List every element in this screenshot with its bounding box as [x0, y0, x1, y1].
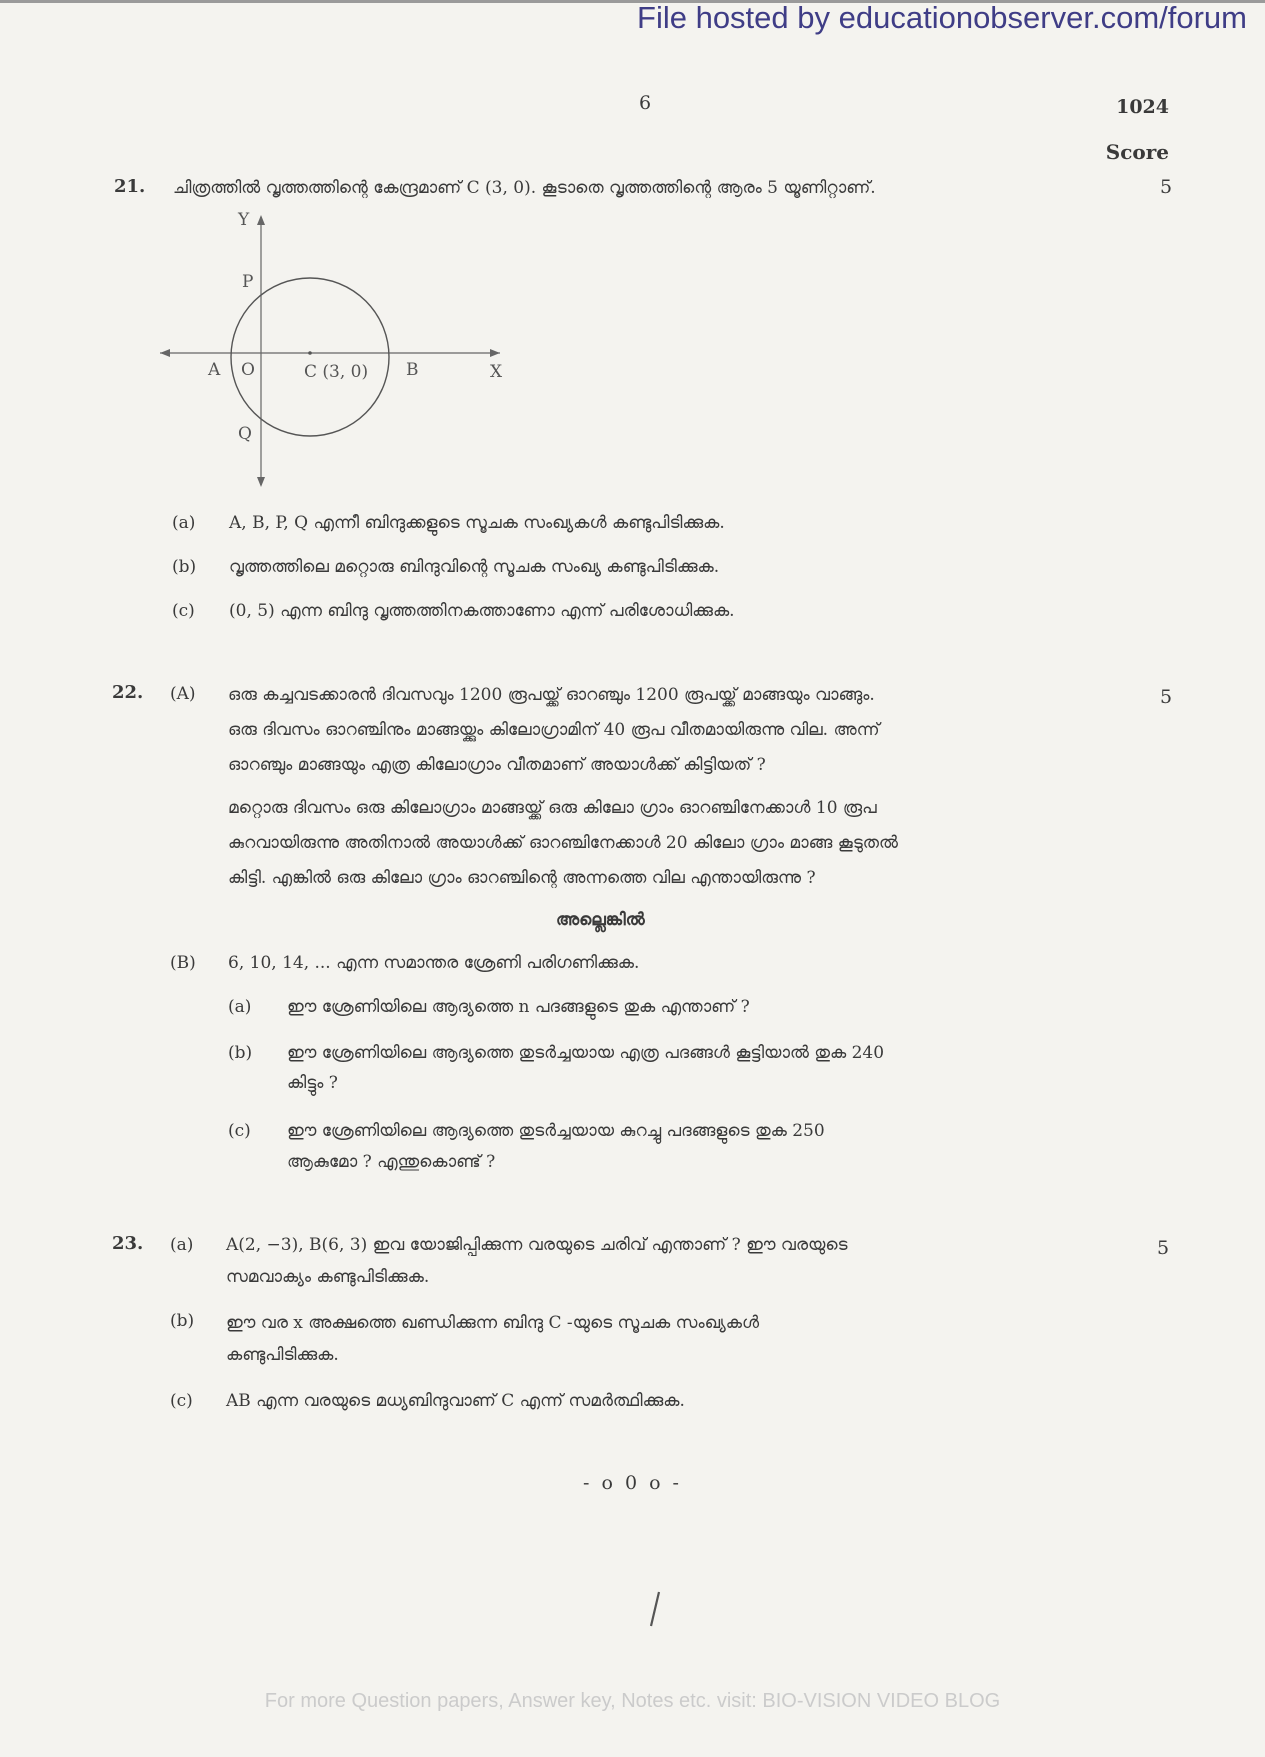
question-23-number: 23. — [112, 1233, 144, 1254]
question-21-text: ചിത്രത്തിൽ വൃത്തത്തിന്റെ കേന്ദ്രമാണ് C (3, 0). കൂടാതെ വൃത്തത്തിന്റെ ആരം 5 യൂണിറ്റാണ്. — [173, 178, 876, 198]
label-b: B — [406, 360, 419, 380]
question-21-number: 21. — [114, 176, 146, 197]
q22-B-c-label: (c) — [228, 1121, 251, 1141]
q21-part-b-text: വൃത്തത്തിലെ മറ്റൊരു ബിന്ദുവിന്റെ സൂചക സംഖ്യ കണ്ടുപിടിക്കുക. — [229, 557, 720, 577]
center-point — [308, 351, 312, 355]
circle-figure — [160, 205, 520, 495]
or-separator: അല്ലെങ്കിൽ — [556, 910, 645, 930]
q23-b-line-2: കണ്ടുപിടിക്കുക. — [226, 1345, 339, 1365]
circle — [231, 278, 389, 436]
hosted-by-banner: File hosted by educationobserver.com/forum — [637, 0, 1247, 35]
q21-part-b-label: (b) — [172, 557, 197, 577]
q22-A-line-6: കിട്ടി. എങ്കിൽ ഒരു കിലോ ഗ്രാം ഓറഞ്ചിന്റെ അന്നത്തെ വില എന്തായിരുന്നു ? — [228, 868, 816, 888]
q23-part-c-label: (c) — [170, 1391, 193, 1411]
q22-part-B-text: 6, 10, 14, ... എന്ന സമാന്തര ശ്രേണി പരിഗണിക്കുക. — [228, 953, 640, 973]
question-23-score: 5 — [1157, 1237, 1170, 1259]
q23-part-b-label: (b) — [170, 1311, 195, 1331]
footer-note: For more Question papers, Answer key, Notes etc. visit: BIO-VISION VIDEO BLOG — [264, 1690, 1001, 1712]
label-y: Y — [238, 210, 250, 230]
paper-code: 1024 — [1116, 96, 1169, 118]
q22-B-b-line-1: ഈ ശ്രേണിയിലെ ആദ്യത്തെ തുടർച്ചയായ എത്ര പദങ്ങൾ കൂട്ടിയാൽ തുക 240 — [287, 1043, 885, 1063]
q23-a-line-2: സമവാക്യം കണ്ടുപിടിക്കുക. — [226, 1267, 430, 1287]
label-o: O — [241, 360, 255, 380]
q21-part-c-label: (c) — [172, 601, 195, 621]
q22-B-b-label: (b) — [228, 1043, 253, 1063]
pen-mark — [645, 1590, 665, 1630]
q22-part-A-label: (A) — [170, 684, 196, 704]
q23-b-line-1: ഈ വര x അക്ഷത്തെ ഖണ്ഡിക്കുന്ന ബിന്ദു C -യുടെ സൂചക സംഖ്യകൾ — [226, 1313, 760, 1333]
q22-A-line-2: ഒരു ദിവസം ഓറഞ്ചിനും മാങ്ങയ്ക്കും കിലോഗ്രാമിന് 40 രൂപ വീതമായിരുന്നു വില. അന്ന് — [228, 720, 880, 740]
pen-stroke — [651, 1592, 659, 1626]
q22-A-line-3: ഓറഞ്ചും മാങ്ങയും എത്ര കിലോഗ്രാം വീതമാണ് അയാൾക്ക് കിട്ടിയത് ? — [228, 755, 766, 775]
page-number: 6 — [639, 92, 652, 114]
q22-A-line-1: ഒരു കച്ചവടക്കാരൻ ദിവസവും 1200 രൂപയ്ക്ക് ഓറഞ്ചും 1200 രൂപയ്ക്ക് മാങ്ങയും വാങ്ങും. — [228, 685, 875, 705]
q22-B-c-line-2: ആകുമോ ? എന്തുകൊണ്ട് ? — [287, 1152, 496, 1172]
q21-part-a-text: A, B, P, Q എന്നീ ബിന്ദുക്കളുടെ സൂചക സംഖ്യകൾ കണ്ടുപിടിക്കുക. — [229, 513, 725, 533]
x-axis-arrow-left — [160, 349, 170, 357]
label-x: X — [490, 362, 503, 382]
q22-A-line-4: മറ്റൊരു ദിവസം ഒരു കിലോഗ്രാം മാങ്ങയ്ക്ക് ഒരു കിലോ ഗ്രാം ഓറഞ്ചിനേക്കാൾ 10 രൂപ — [228, 798, 877, 818]
y-axis-arrow-up — [257, 215, 265, 225]
q21-part-c-text: (0, 5) എന്ന ബിന്ദു വൃത്തത്തിനകത്താണോ എന്ന് പരിശോധിക്കുക. — [229, 601, 735, 621]
q22-B-a-label: (a) — [228, 997, 252, 1017]
label-a: A — [208, 360, 221, 380]
label-p: P — [242, 272, 254, 292]
q22-part-B-label: (B) — [170, 953, 196, 973]
q23-a-line-1: A(2, −3), B(6, 3) ഇവ യോജിപ്പിക്കുന്ന വരയുടെ ചരിവ് എന്താണ് ? ഈ വരയുടെ — [226, 1235, 848, 1255]
q23-c-line-1: AB എന്ന വരയുടെ മധ്യബിന്ദുവാണ് C എന്ന് സമർത്ഥിക്കുക. — [226, 1391, 685, 1411]
label-c: C (3, 0) — [304, 362, 369, 382]
y-axis-arrow-down — [257, 477, 265, 487]
q22-B-b-line-2: കിട്ടും ? — [287, 1073, 338, 1093]
q22-B-c-line-1: ഈ ശ്രേണിയിലെ ആദ്യത്തെ തുടർച്ചയായ കുറച്ചു പദങ്ങളുടെ തുക 250 — [287, 1121, 825, 1141]
end-marker: - o 0 o - — [583, 1472, 682, 1494]
question-22-number: 22. — [112, 682, 144, 703]
x-axis-arrow-right — [490, 349, 500, 357]
question-21-score: 5 — [1160, 176, 1173, 198]
q23-part-a-label: (a) — [170, 1235, 194, 1255]
score-heading: Score — [1105, 140, 1169, 164]
q22-B-a-line-1: ഈ ശ്രേണിയിലെ ആദ്യത്തെ n പദങ്ങളുടെ തുക എന്താണ് ? — [287, 997, 750, 1017]
q21-part-a-label: (a) — [172, 513, 196, 533]
question-22-score: 5 — [1160, 686, 1173, 708]
q22-A-line-5: കുറവായിരുന്നു അതിനാൽ അയാൾക്ക് ഓറഞ്ചിനേക്കാൾ 20 കിലോ ഗ്രാം മാങ്ങ കൂടുതൽ — [228, 833, 898, 853]
label-q: Q — [238, 424, 252, 444]
